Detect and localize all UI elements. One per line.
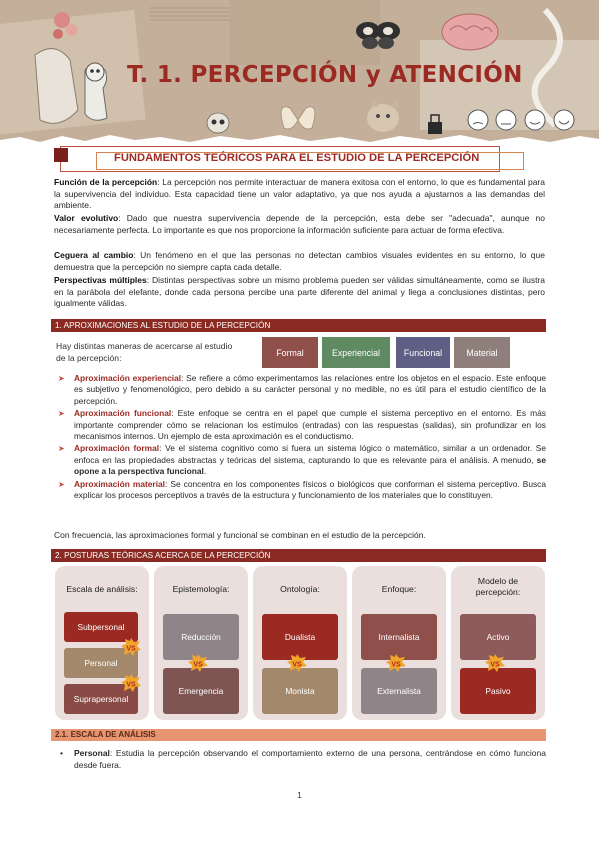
- item-emphasis: se opone a la perspectiva funcional: [74, 454, 546, 477]
- vs-badge-icon: [188, 654, 208, 672]
- arrow-bullet-icon: ➤: [58, 479, 65, 489]
- posture-column-approach: [352, 566, 446, 720]
- paragraph-text: : Dado que nuestra supervivencia depende de la percepción, esta debe ser "adecuada", aunque no necesariamente perfecta. Lo importante es que nos proporcione la información suficiente para actuar de forma efectiva.: [54, 213, 545, 235]
- list-item: [58, 478, 547, 502]
- posture-column-epistemology: [154, 566, 248, 720]
- item-text: : Este enfoque se centra en el papel que cumple el sistema perceptivo en el entorno. Es más importante comprender cómo se relacionan los estímulos (entradas) con las respuestas (salidas), sin profundizar en los mecanismos internos. Un ejemplo de esta aproximación es el conductismo.: [74, 408, 546, 442]
- section-banner: [54, 146, 524, 172]
- page-number: 1: [297, 790, 302, 800]
- item-text: : Estudia la percepción observando el comportamiento externo de una persona, centrándose en cómo funciona desde fuera.: [74, 748, 546, 770]
- section-heading-postures: 2. POSTURAS TEÓRICAS ACERCA DE LA PERCEPCIÓN: [51, 549, 546, 562]
- option-pasivo: Pasivo: [460, 668, 536, 714]
- option-monista: Monista: [262, 668, 338, 714]
- posture-column-model: [451, 566, 545, 720]
- option-suprapersonal: Suprapersonal: [64, 684, 138, 714]
- arrow-bullet-icon: ➤: [58, 444, 65, 454]
- vs-label: VS: [292, 661, 302, 669]
- vs-badge-icon: [386, 654, 406, 672]
- subsection-heading-scale: 2.1. ESCALA DE ANÁLISIS: [51, 729, 546, 741]
- list-item: [60, 748, 546, 771]
- paragraph-text: : Distintas perspectivas sobre un mismo problema pueden ser válidas simultáneamente, como se ilustra en la parábola del elefante, donde cada persona percibe una parte diferente del animal y llega a conclusiones distintas, pero igualmente válidas.: [54, 275, 545, 309]
- posture-column-scale: [55, 566, 149, 720]
- paragraph-perception-function: [54, 177, 545, 212]
- vs-badge-icon: [121, 638, 141, 656]
- approaches-list: [58, 373, 547, 502]
- term: Aproximación formal: [74, 443, 160, 454]
- term: Aproximación experiencial: [74, 373, 182, 383]
- page-title: T. 1. PERCEPCIÓN y ATENCIÓN: [127, 62, 523, 88]
- term: Personal: [74, 748, 110, 758]
- tag-funcional: Funcional: [396, 337, 450, 368]
- paragraph-multiple-perspectives: [54, 275, 545, 310]
- section-intro: Hay distintas maneras de acercarse al estudio de la percepción:: [56, 341, 233, 363]
- item-text: : Se refiere a cómo experimentamos las relaciones entre los objetos en el espacio. Este enfoque es subjetivo y fenomenológico, pero debido a su carácter personal y no medible, no es útil para el estudio científico de la percepción.: [74, 373, 547, 406]
- vs-label: VS: [193, 661, 203, 669]
- paragraph-text: : La percepción nos permite interactuar de manera exitosa con el entorno, lo que es fundamental para la supervivencia del individuo. Esta capacidad tiene un valor adaptativo, ya que nos ayuda a ajustarnos a las demandas del ambiente.: [54, 177, 545, 211]
- banner-square: [54, 148, 68, 162]
- item-text-tail: .: [203, 466, 207, 477]
- list-item: [58, 373, 547, 407]
- term: Aproximación material: [74, 478, 166, 489]
- banner-title: FUNDAMENTOS TEÓRICOS PARA EL ESTUDIO DE LA PERCEPCIÓN: [114, 152, 480, 164]
- column-title: Ontología:: [280, 584, 320, 594]
- vs-badge-icon: [485, 654, 505, 672]
- paragraph-evolutionary-value: [54, 213, 545, 236]
- tag-formal: Formal: [262, 337, 318, 368]
- tag-experiencial: Experiencial: [322, 337, 390, 368]
- item-text: : Se concentra en los componentes físicos o biológicos que conforman el sistema perceptivo. Busca explicar los procesos perceptivos a través de la estructura y funcionamiento de los materiales que lo constituyen.: [74, 478, 547, 501]
- arrow-bullet-icon: ➤: [58, 409, 65, 419]
- term: Ceguera al cambio: [54, 250, 134, 260]
- option-externalista: Externalista: [361, 668, 437, 714]
- column-title: Escala de análisis:: [66, 584, 138, 594]
- vs-label: VS: [391, 661, 401, 669]
- list-item: [58, 443, 546, 477]
- option-activo: Activo: [460, 614, 536, 660]
- section-closing: Con frecuencia, las aproximaciones formal y funcional se combinan en el estudio de la percepción.: [54, 530, 426, 540]
- column-title: Enfoque:: [381, 584, 417, 594]
- term: Perspectivas múltiples: [54, 275, 147, 285]
- option-dualista: Dualista: [262, 614, 338, 660]
- bullet-dot-icon: •: [60, 748, 63, 758]
- column-title: Modelo de percepción:: [475, 576, 521, 597]
- term: Valor evolutivo: [54, 213, 119, 223]
- option-internalista: Internalista: [361, 614, 437, 660]
- section-heading-approaches: 1. APROXIMACIONES AL ESTUDIO DE LA PERCEPCIÓN: [51, 319, 546, 332]
- paragraph-change-blindness: [54, 250, 545, 273]
- vs-label: VS: [126, 681, 136, 689]
- arrow-bullet-icon: ➤: [58, 374, 65, 383]
- list-item: [58, 408, 546, 442]
- vs-label: VS: [126, 645, 136, 653]
- option-subpersonal: Subpersonal: [64, 612, 138, 642]
- term: Función de la percepción: [54, 177, 158, 187]
- posture-column-ontology: [253, 566, 347, 720]
- option-reduccion: Reducción: [163, 614, 239, 660]
- vs-badge-icon: [287, 654, 307, 672]
- option-emergencia: Emergencia: [163, 668, 239, 714]
- term: Aproximación funcional: [74, 408, 172, 419]
- header-collage: [0, 0, 599, 150]
- option-personal: Personal: [64, 648, 138, 678]
- scale-list: [60, 748, 546, 771]
- vs-badge-icon: [121, 674, 141, 692]
- paragraph-text: : Un fenómeno en el que las personas no detectan cambios visuales evidentes en su entorno, lo que demuestra que la percepción no siempre capta cada detalle.: [54, 250, 545, 272]
- tag-material: Material: [454, 337, 510, 368]
- vs-label: VS: [490, 661, 500, 669]
- item-text: : Ve el sistema cognitivo como si fuera un sistema lógico o matemático, similar a un ordenador. Se enfoca en las propiedades abstractas y teóricas del sistema, capturando lo que es relevante para el análisis. A menudo,: [74, 443, 546, 465]
- column-title: Epistemología:: [172, 584, 230, 594]
